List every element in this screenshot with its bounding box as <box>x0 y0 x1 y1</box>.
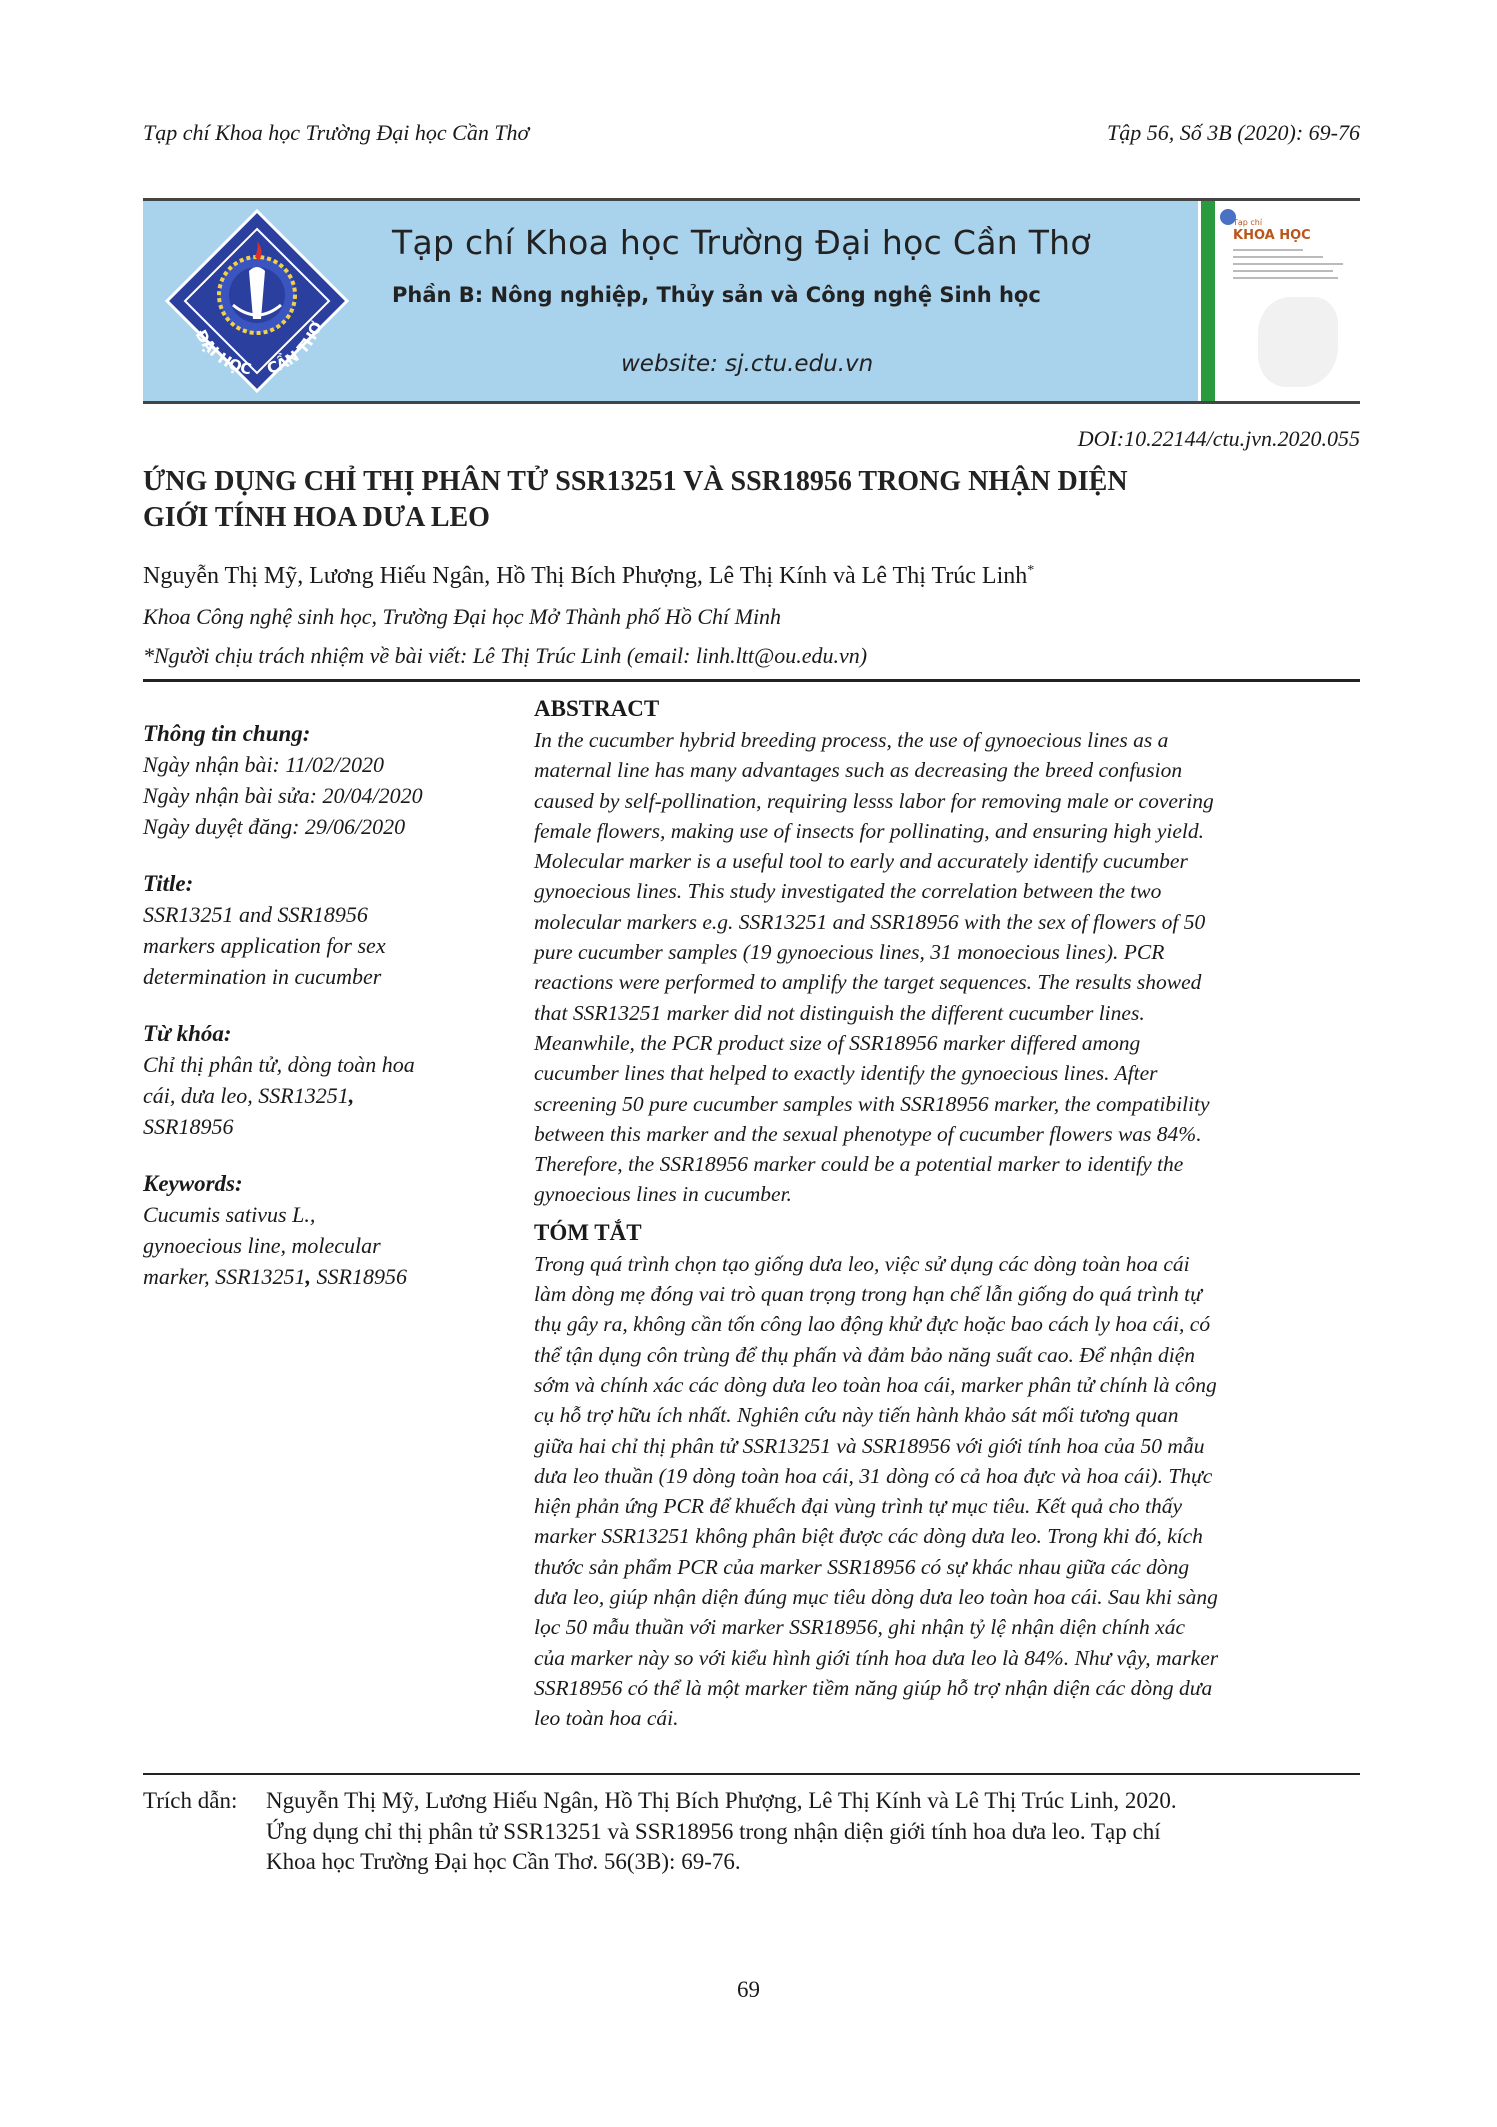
abstract-body <box>534 725 1358 1210</box>
abstract-line: between this marker and the sexual phenotype of cucumber flowers was 84%. <box>534 1121 1202 1146</box>
logo-lettering: ĐẠI HỌC <box>191 326 254 379</box>
article-title-line: ỨNG DỤNG CHỈ THỊ PHÂN TỬ SSR13251 VÀ SSR18956 TRONG NHẬN DIỆN <box>143 466 1128 497</box>
tom-tat-line: của marker này so với kiểu hình giới tính hoa dưa leo là 84%. Như vậy, marker <box>534 1645 1219 1670</box>
cover-label-big: KHOA HỌC <box>1233 228 1311 243</box>
citation-body <box>266 1786 1360 1878</box>
running-header-volume: Tập 56, Số 3B (2020): 69-76 <box>1107 120 1360 145</box>
abstract-line: maternal line has many advantages such as decreasing the breed confusion <box>534 758 1183 783</box>
tom-tat-line: leo toàn hoa cái. <box>534 1706 679 1731</box>
vi-keywords-line: Chỉ thị phân tử, dòng toàn hoa <box>143 1052 415 1077</box>
abstract-line: molecular markers e.g. SSR13251 and SSR18956 with the sex of flowers of 50 <box>534 909 1206 934</box>
date-accepted: Ngày duyệt đăng: 29/06/2020 <box>143 814 406 839</box>
abstract-line: reactions were performed to amplify the target sequences. The results showed <box>534 970 1202 995</box>
abstract-line: that SSR13251 marker did not distinguish the different cucumber lines. <box>534 1000 1145 1025</box>
cover-map-graphic <box>1258 297 1338 387</box>
vi-keywords-line: cái, dưa leo, SSR13251, <box>143 1083 355 1108</box>
running-header <box>143 120 1360 150</box>
author-list: Nguyễn Thị Mỹ, Lương Hiếu Ngân, Hồ Thị Bích Phượng, Lê Thị Kính và Lê Thị Trúc Linh <box>143 563 1028 589</box>
abstract-heading: ABSTRACT <box>534 696 660 721</box>
tom-tat-line: dưa leo thuần (19 dòng toàn hoa cái, 31 dòng có cả hoa đực và hoa cái). Thực <box>534 1463 1213 1488</box>
en-keywords-heading: Keywords: <box>143 1171 243 1196</box>
page-number: 69 <box>737 1977 760 2002</box>
citation-line: Khoa học Trường Đại học Cần Thơ. 56(3B): 69-76. <box>266 1849 741 1874</box>
cover-fine-print <box>1233 277 1338 279</box>
abstract-column <box>534 692 1358 1734</box>
cover-fine-print <box>1233 249 1303 251</box>
authors <box>143 563 1034 590</box>
tom-tat-line: thước sản phẩm PCR của marker SSR18956 có sự khác nhau giữa các dòng <box>534 1554 1190 1579</box>
running-header-journal: Tạp chí Khoa học Trường Đại học Cần Thơ <box>143 120 530 145</box>
en-keywords-line: marker, SSR13251, SSR18956 <box>143 1264 407 1289</box>
abstract-line: gynoecious lines. This study investigated the correlation between the two <box>534 879 1162 904</box>
citation-label: Trích dẫn: <box>143 1788 238 1813</box>
svg-text:CẦN THƠ: CẦN THƠ <box>264 319 326 378</box>
abstract-line: gynoecious lines in cucumber. <box>534 1182 792 1207</box>
tom-tat-line: marker SSR13251 không phân biệt được các dòng dưa leo. Trong khi đó, kích <box>534 1524 1203 1549</box>
banner-title: Tạp chí Khoa học Trường Đại học Cần Thơ <box>392 223 1091 262</box>
tom-tat-heading: TÓM TẮT <box>534 1219 642 1245</box>
article-info-column <box>143 718 493 1292</box>
tom-tat-line: giữa hai chỉ thị phân tử SSR13251 và SSR18956 với giới tính hoa của 50 mẫu <box>534 1433 1205 1458</box>
article-title <box>143 464 1360 536</box>
english-title-line: SSR13251 and SSR18956 <box>143 902 368 927</box>
en-keywords-line: Cucumis sativus L., <box>143 1202 316 1227</box>
tom-tat-line: Trong quá trình chọn tạo giống dưa leo, việc sử dụng các dòng toàn hoa cái <box>534 1251 1190 1276</box>
citation-line: Nguyễn Thị Mỹ, Lương Hiếu Ngân, Hồ Thị Bích Phượng, Lê Thị Kính và Lê Thị Trúc Linh, 2020. <box>266 1788 1177 1813</box>
vi-keywords-heading: Từ khóa: <box>143 1021 232 1046</box>
tom-tat-line: thể tận dụng côn trùng để thụ phấn và đảm bảo năng suất cao. Để nhận diện <box>534 1342 1196 1367</box>
citation-divider <box>143 1773 1360 1775</box>
abstract-line: In the cucumber hybrid breeding process, the use of gynoecious lines as a <box>534 728 1169 752</box>
abstract-line: screening 50 pure cucumber samples with SSR18956 marker, the compatibility <box>534 1091 1210 1116</box>
citation-line: Ứng dụng chỉ thị phân tử SSR13251 và SSR18956 trong nhận diện giới tính hoa dưa leo. Tạp chí <box>266 1818 1161 1844</box>
corresponding-mark: * <box>1027 563 1035 578</box>
date-received: Ngày nhận bài: 11/02/2020 <box>143 752 384 777</box>
article-title-line: GIỚI TÍNH HOA DƯA LEO <box>143 502 490 533</box>
corresponding-author: *Người chịu trách nhiệm về bài viết: Lê Thị Trúc Linh (email: linh.ltt@ou.edu.vn) <box>143 643 868 668</box>
abstract-line: Therefore, the SSR18956 marker could be a potential marker to identify the <box>534 1152 1184 1177</box>
tom-tat-line: làm dòng mẹ đóng vai trò quan trọng trong hạn chế lẫn giống do quá trình tự <box>534 1282 1202 1307</box>
english-title-heading: Title: <box>143 871 194 896</box>
journal-cover-thumbnail <box>1198 201 1360 401</box>
cover-fine-print <box>1233 263 1343 265</box>
journal-banner <box>143 198 1360 404</box>
doi: DOI:10.22144/ctu.jvn.2020.055 <box>1077 426 1360 451</box>
header-divider <box>143 679 1360 682</box>
tom-tat-line: sớm và chính xác các dòng dưa leo toàn hoa cái, marker phân tử chính là công <box>534 1372 1217 1397</box>
banner-subtitle: Phần B: Nông nghiệp, Thủy sản và Công nghệ Sinh học <box>392 283 1041 307</box>
vi-keywords-line: SSR18956 <box>143 1114 234 1139</box>
tom-tat-body <box>534 1249 1358 1734</box>
info-heading: Thông tin chung: <box>143 721 311 746</box>
cover-fine-print <box>1233 270 1333 272</box>
tom-tat-line: cụ hỗ trợ hữu ích nhất. Nghiên cứu này tiến hành khảo sát mối tương quan <box>534 1403 1179 1428</box>
english-title-line: determination in cucumber <box>143 964 382 989</box>
cover-green-stripe <box>1201 201 1215 401</box>
tom-tat-line: dưa leo, giúp nhận diện đúng mục tiêu dòng dưa leo toàn hoa cái. Sau khi sàng <box>534 1585 1218 1610</box>
english-title-line: markers application for sex <box>143 933 386 958</box>
tom-tat-line: thụ gây ra, không cần tốn công lao động khử đực hoặc bao cách ly hoa cái, có <box>534 1312 1211 1337</box>
en-keywords-line: gynoecious line, molecular <box>143 1233 381 1258</box>
abstract-line: cucumber lines that helped to exactly identify the gynoecious lines. After <box>534 1061 1158 1086</box>
university-logo <box>163 207 351 395</box>
abstract-line: pure cucumber samples (19 gynoecious lines, 31 monoecious lines). PCR <box>534 940 1165 965</box>
affiliation: Khoa Công nghệ sinh học, Trường Đại học Mở Thành phố Hồ Chí Minh <box>143 604 782 629</box>
abstract-line: Meanwhile, the PCR product size of SSR18956 marker differed among <box>534 1030 1141 1055</box>
cover-label-small: Tạp chí <box>1233 218 1263 227</box>
date-revised: Ngày nhận bài sửa: 20/04/2020 <box>143 783 423 808</box>
abstract-line: caused by self-pollination, requiring lesss labor for removing male or covering <box>534 788 1214 813</box>
tom-tat-line: lọc 50 mẫu thuần với marker SSR18956, ghi nhận tỷ lệ nhận diện chính xác <box>534 1615 1185 1640</box>
tom-tat-line: hiện phản ứng PCR để khuếch đại vùng trình tự mục tiêu. Kết quả cho thấy <box>534 1494 1183 1519</box>
banner-website: website: sj.ctu.edu.vn <box>621 351 874 377</box>
abstract-line: Molecular marker is a useful tool to early and accurately identify cucumber <box>534 849 1188 874</box>
abstract-line: female flowers, making use of insects for pollinating, and ensuring high yield. <box>534 818 1205 843</box>
tom-tat-line: SSR18956 có thể là một marker tiềm năng giúp hỗ trợ nhận diện các dòng dưa <box>534 1675 1213 1700</box>
cover-fine-print <box>1233 256 1323 258</box>
